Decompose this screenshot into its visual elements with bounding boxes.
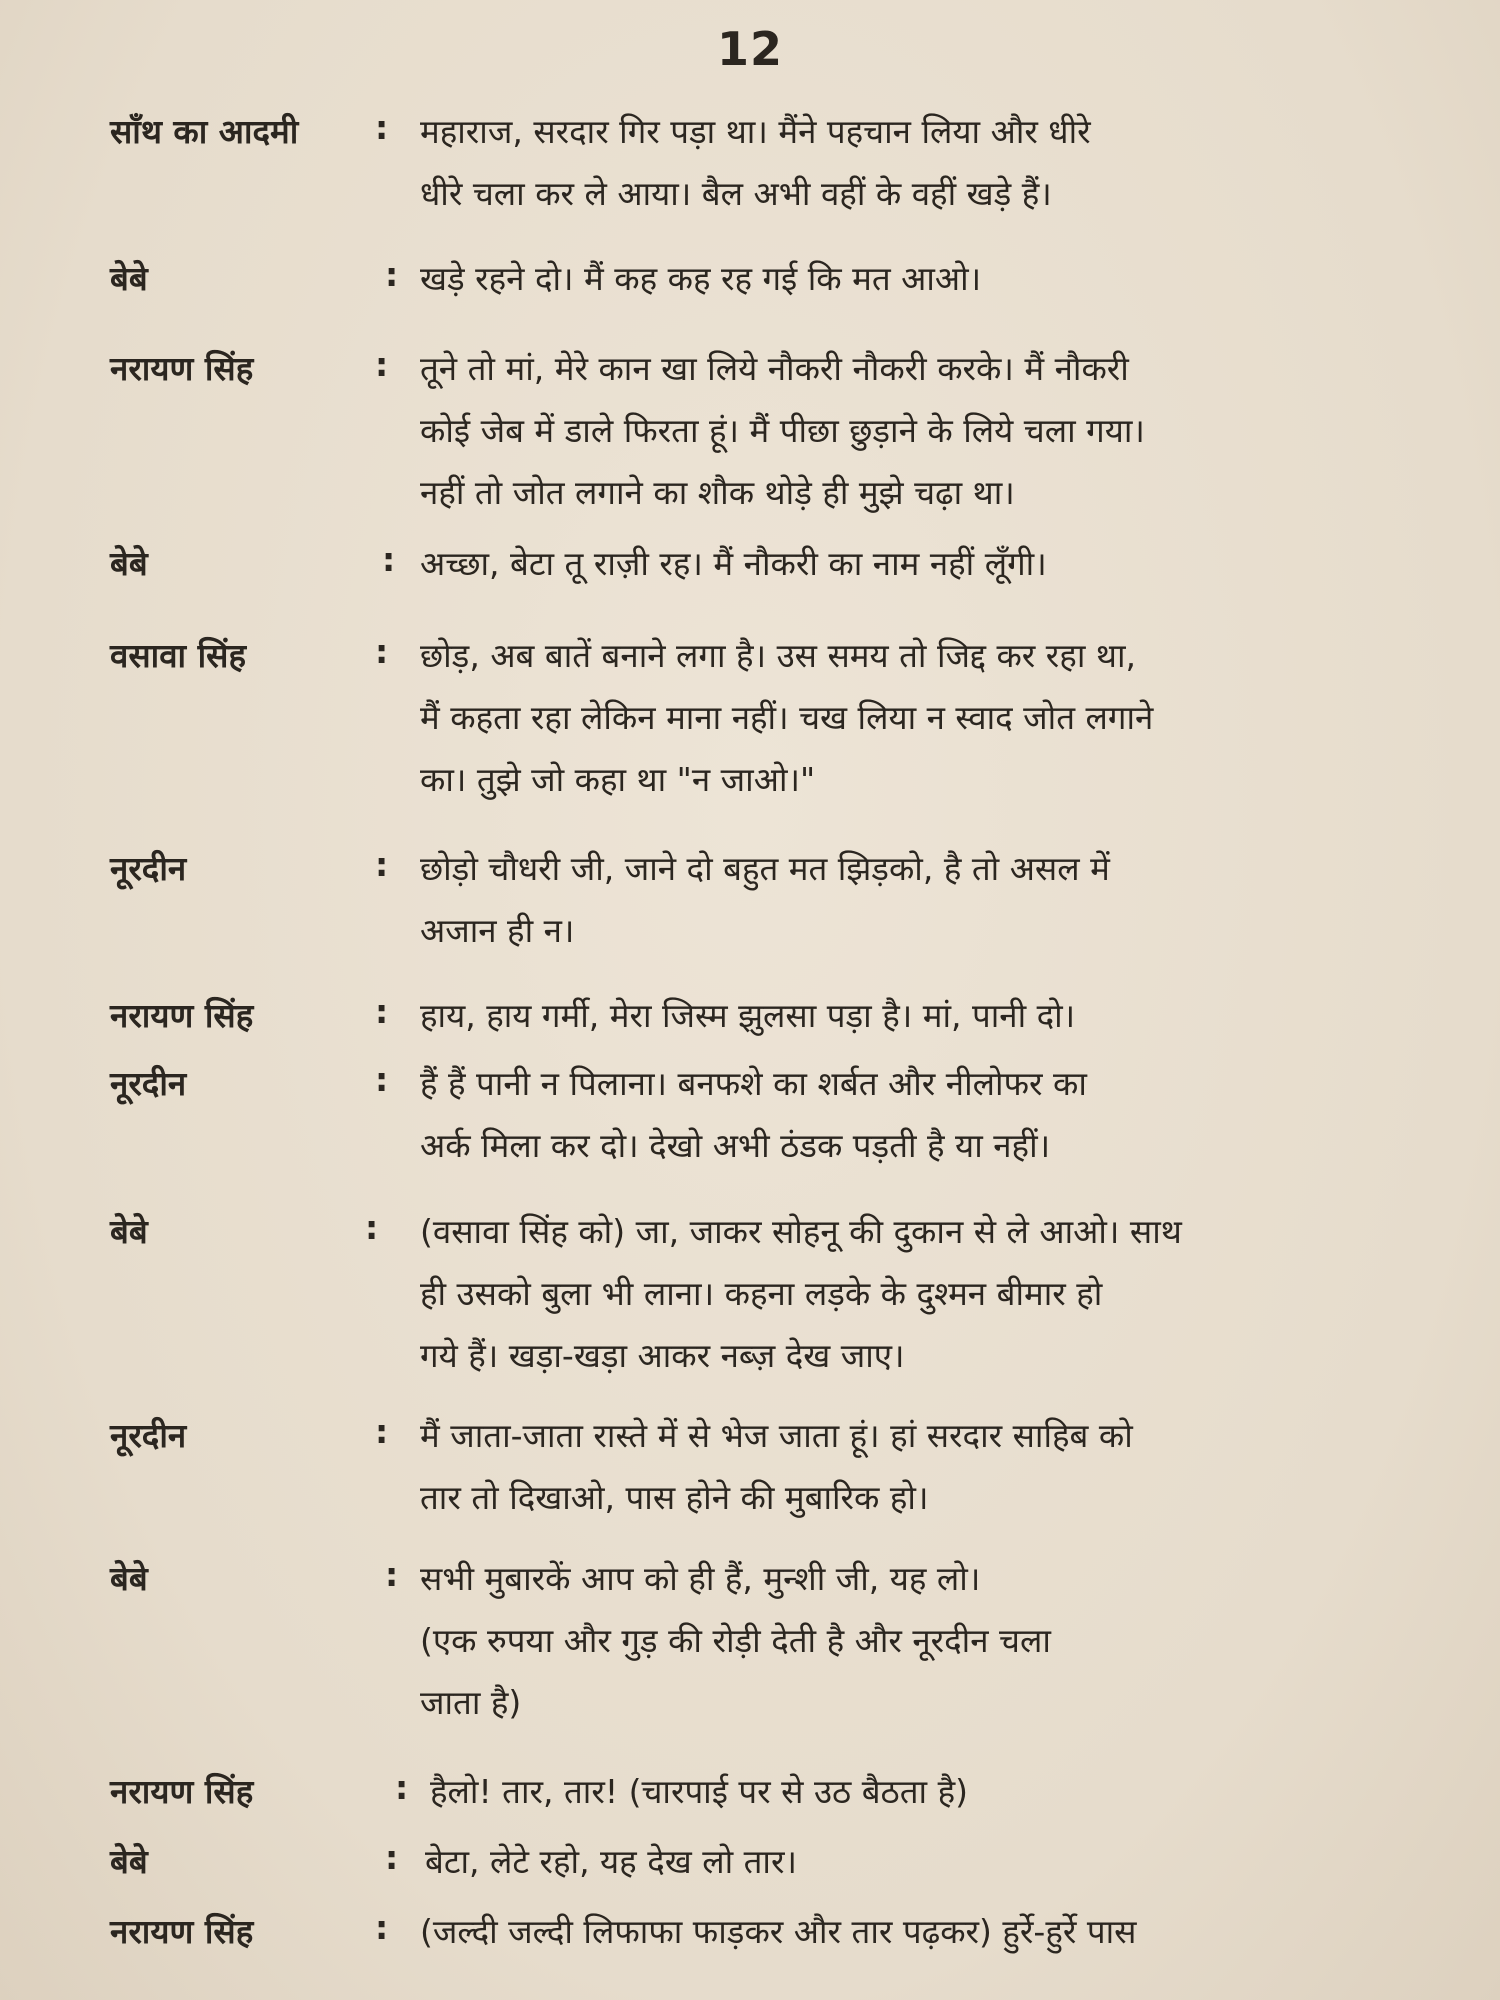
dialogue-line: बेटा, लेटे रहो, यह देख लो तार। xyxy=(425,1842,797,1881)
dialogue-line: तार तो दिखाओ, पास होने की मुबारिक हो। xyxy=(420,1478,929,1517)
speaker-name: नूरदीन xyxy=(110,1416,187,1455)
colon-separator: : xyxy=(395,1768,409,1807)
dialogue-line: तूने तो मां, मेरे कान खा लिये नौकरी नौकरी करके। मैं नौकरी xyxy=(420,349,1129,388)
dialogue-line: महाराज, सरदार गिर पड़ा था। मैंने पहचान लिया और धीरे xyxy=(420,112,1091,151)
dialogue-line: छोड़, अब बातें बनाने लगा है। उस समय तो जिद्द कर रहा था, xyxy=(420,636,1136,675)
colon-separator: : xyxy=(375,632,389,671)
dialogue-line: का। तुझे जो कहा था "न जाओ।" xyxy=(420,760,816,799)
dialogue-line: मैं जाता-जाता रास्ते में से भेज जाता हूं। हां सरदार साहिब को xyxy=(420,1416,1133,1455)
colon-separator: : xyxy=(382,540,396,579)
colon-separator: : xyxy=(385,255,399,294)
dialogue-line: मैं कहता रहा लेकिन माना नहीं। चख लिया न स्वाद जोत लगाने xyxy=(420,698,1154,737)
dialogue-line: गये हैं। खड़ा-खड़ा आकर नब्ज़ देख जाए। xyxy=(420,1336,905,1375)
speaker-name: नरायण सिंह xyxy=(110,996,254,1035)
dialogue-line: (एक रुपया और गुड़ की रोड़ी देती है और नूरदीन चला xyxy=(420,1621,1051,1660)
colon-separator: : xyxy=(375,1412,389,1451)
speaker-name: बेबे xyxy=(110,1559,148,1598)
dialogue-line: कोई जेब में डाले फिरता हूं। मैं पीछा छुड़ाने के लिये चला गया। xyxy=(420,411,1145,450)
colon-separator: : xyxy=(385,1555,399,1594)
dialogue-line: खड़े रहने दो। मैं कह कह रह गई कि मत आओ। xyxy=(420,259,982,298)
dialogue-line: अर्क मिला कर दो। देखो अभी ठंडक पड़ती है या नहीं। xyxy=(420,1126,1051,1165)
speaker-name: नूरदीन xyxy=(110,1064,187,1103)
speaker-name: नरायण सिंह xyxy=(110,349,254,388)
dialogue-line: (जल्दी जल्दी लिफाफा फाड़कर और तार पढ़कर) हुर्रे-हुर्रे पास xyxy=(420,1912,1137,1951)
dialogue-line: धीरे चला कर ले आया। बैल अभी वहीं के वहीं खड़े हैं। xyxy=(420,174,1052,213)
dialogue-line: अच्छा, बेटा तू राज़ी रह। मैं नौकरी का नाम नहीं लूँगी। xyxy=(420,544,1047,583)
speaker-name: बेबे xyxy=(110,1842,148,1881)
speaker-name: बेबे xyxy=(110,259,148,298)
dialogue-line: हैं हैं पानी न पिलाना। बनफशे का शर्बत और नीलोफर का xyxy=(420,1064,1087,1103)
dialogue-line: जाता है) xyxy=(420,1683,522,1722)
dialogue-line: (वसावा सिंह को) जा, जाकर सोहनू की दुकान से ले आओ। साथ xyxy=(420,1212,1182,1251)
speaker-name: नरायण सिंह xyxy=(110,1772,254,1811)
colon-separator: : xyxy=(375,992,389,1031)
page-number: 12 xyxy=(716,22,783,76)
speaker-name: वसावा सिंह xyxy=(110,636,246,675)
dialogue-line: अजान ही न। xyxy=(420,911,575,950)
dialogue-line: हाय, हाय गर्मी, मेरा जिस्म झुलसा पड़ा है। मां, पानी दो। xyxy=(420,996,1076,1035)
dialogue-line: हैलो! तार, तार! (चारपाई पर से उठ बैठता है) xyxy=(430,1772,968,1811)
colon-separator: : xyxy=(365,1208,379,1247)
colon-separator: : xyxy=(375,845,389,884)
colon-separator: : xyxy=(375,108,389,147)
speaker-name: नूरदीन xyxy=(110,849,187,888)
colon-separator: : xyxy=(375,1908,389,1947)
speaker-name: साँथ का आदमी xyxy=(110,112,299,151)
dialogue-line: छोड़ो चौधरी जी, जाने दो बहुत मत झिड़को, है तो असल में xyxy=(420,849,1110,888)
colon-separator: : xyxy=(375,1060,389,1099)
dialogue-line: सभी मुबारकें आप को ही हैं, मुन्शी जी, यह लो। xyxy=(420,1559,981,1598)
speaker-name: नरायण सिंह xyxy=(110,1912,254,1951)
colon-separator: : xyxy=(385,1838,399,1877)
colon-separator: : xyxy=(375,345,389,384)
dialogue-line: ही उसको बुला भी लाना। कहना लड़के के दुश्मन बीमार हो xyxy=(420,1274,1103,1313)
speaker-name: बेबे xyxy=(110,544,148,583)
speaker-name: बेबे xyxy=(110,1212,148,1251)
dialogue-line: नहीं तो जोत लगाने का शौक थोड़े ही मुझे चढ़ा था। xyxy=(420,473,1015,512)
